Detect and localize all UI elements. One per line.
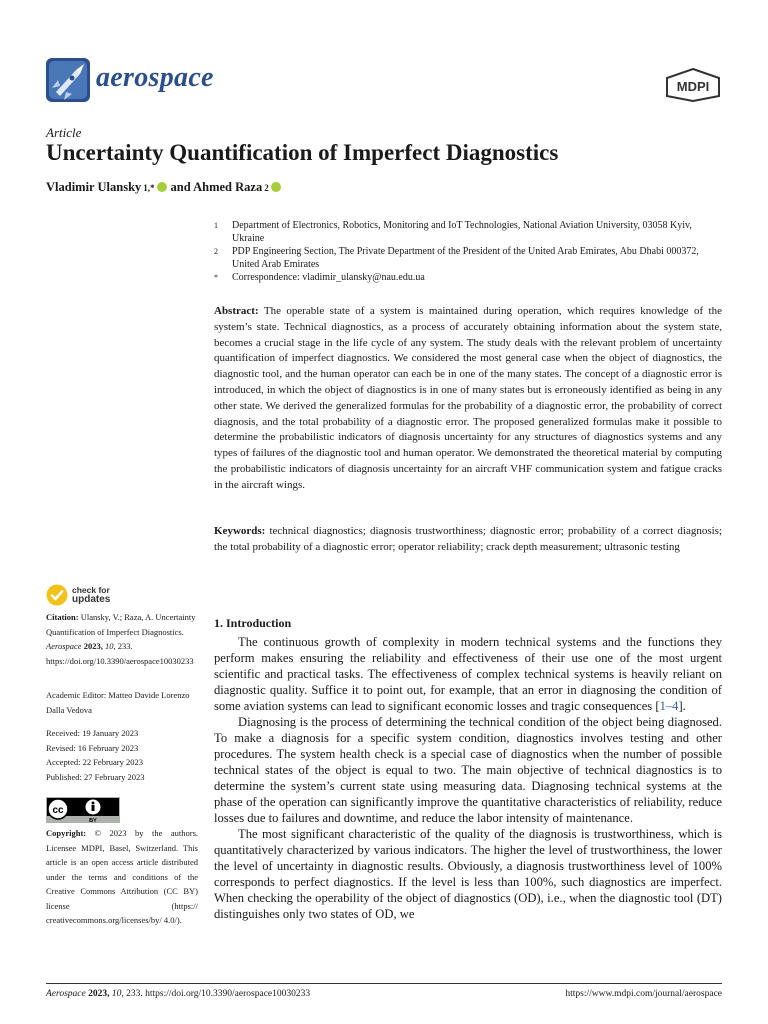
author-affiliation-marker: 1,* [143,182,155,193]
affiliation-item [214,246,724,271]
copyright-text: © 2023 by the authors. Licensee MDPI, Basel, Switzerland. This article is an open access article distributed under the terms and conditions of the Creative Commons Attribution (CC BY) license (https:// creativecommons.org/licenses/by/ 4.0/). [46,828,199,925]
copyright-notice [46,826,198,928]
paragraph: Diagnosing is the process of determining the technical condition of the object being diagnosed. To make a diagnosis for a specific system condition, diagnostics involves testing and other procedures. The system health check is a special case of diagnostics when the number of possible technical states of the object is equal to two. The main objective of technical diagnostics is to determine the system’s current state using measuring data. Diagnosing technical systems at the phase of the operation can significantly improve the quantitative characteristics of reliability, reduce losses due to failures and downtime, and reduce the labor intensity of maintenance. [214,715,722,825]
footer-journal-url[interactable]: https://www.mdpi.com/journal/aerospace [565,989,722,999]
affiliation-text: Department of Electronics, Robotics, Monitoring and IoT Technologies, National Aviation University, 03058 Kyiv, Ukraine [232,220,692,244]
check-updates-line1: check for [72,585,110,595]
date-published: Published: 27 February 2023 [46,771,145,782]
author-affiliation-marker: 2 [264,182,269,193]
affiliation-number: 1 [214,221,218,230]
journal-logo-icon [46,58,90,102]
paragraph-text: ]. [678,699,686,713]
section-heading-introduction: 1. Introduction [214,616,292,630]
affiliation-number: * [214,273,218,282]
keywords-text: technical diagnostics; diagnosis trustworthiness; diagnostic error; probability of a correct diagnosis; the total probability of a diagnostic error; operator reliability; crack depth measurement; ultrasonic testing [214,525,722,553]
footer-year: 2023, [88,989,110,999]
citation-doi[interactable]: 233. https://doi.org/10.3390/aerospace10030233 [46,641,194,666]
check-updates-line2: updates [72,594,111,605]
introduction-body [214,634,722,922]
keywords-label: Keywords: [214,525,266,537]
date-accepted: Accepted: 22 February 2023 [46,757,144,767]
check-for-updates-button[interactable] [46,584,110,606]
correspondence [214,272,724,285]
svg-text:cc: cc [52,805,64,816]
citation-volume: 10, [104,641,116,651]
mdpi-logo-icon [664,68,722,102]
publication-dates [46,726,198,784]
citation-year: 2023, [83,641,103,651]
footer-divider [46,983,722,984]
footer-volume: 10, [111,989,124,999]
affiliations [214,220,724,286]
correspondence-text: Correspondence: vladimir_ulansky@nau.edu.ua [232,272,425,283]
affiliation-item [214,220,724,245]
footer-journal: Aerospace [46,989,86,999]
paragraph [214,634,722,714]
cc-by-license-icon[interactable] [46,797,120,823]
citation-text: Ulansky, V.; Raza, A. Uncertainty Quantification of Imperfect Diagnostics. [46,612,196,637]
journal-name: aerospace [96,62,214,93]
citation [46,610,198,668]
author-name: and Ahmed Raza [170,180,263,194]
check-updates-icon [46,584,68,606]
abstract-text: The operable state of a system is maintained during operation, which requires knowledge of the system’s state. Technical diagnostics, as a process of accurately obtaining information about the system state, becomes a crucial stage in the life cycle of any system. The study deals with the relevant problem of uncertainty quantification of imperfect diagnostics. We considered the most general case when the object of diagnostics, the diagnostic tool, and the human operator can each be in one of the many states. The concept of a diagnostic error is introduced, in which the object of diagnostics is in one of many states but is erroneously identified as being in any other state. We derived the generalized formulas for the probability of a diagnostic error, the probability of correct diagnosis, and the total probability of a diagnostic error. The proposed generalized formulas make it possible to determine the probabilistic indicators of diagnosis uncertainty for any structures of diagnostics systems and any types of failures of the diagnostic tool and human operator. We demonstrated the theoretical material by computing the probabilistic indicators of diagnosis uncertainty for an aircraft VHF communication system and fatigue cracks in the aircraft wings. [214,305,722,491]
mdpi-logo-text: MDPI [676,79,710,94]
copyright-label: Copyright: [46,828,87,838]
author-name: Vladimir Ulansky [46,180,142,194]
abstract [214,304,722,494]
article-type: Article [46,125,82,140]
citation-journal: Aerospace [46,641,82,651]
footer-citation [46,989,310,999]
date-received: Received: 19 January 2023 [46,728,139,738]
keywords [214,524,722,556]
date-revised: Revised: 16 February 2023 [46,742,139,753]
orcid-icon[interactable] [157,182,167,192]
paragraph-text: The continuous growth of complexity in modern technical systems and the functions they perform makes ensuring the reliability and effectiveness of their use one of the most urgent scientific and practical tasks. The effectiveness of complex technical systems is heavily reliant on diagnostic quality. Suffice it to point out, for example, that an error in diagnosing the condition of some aviation systems can lead to significant economic losses and tragic consequences [ [214,635,722,713]
orcid-icon[interactable] [271,182,281,192]
abstract-label: Abstract: [214,305,259,317]
academic-editor: Academic Editor: Matteo Davide Lorenzo Dalla Vedova [46,690,190,715]
affiliation-text: PDP Engineering Section, The Private Department of the President of the United Arab Emirates, Abu Dhabi 000372, United Arab Emirates [232,246,699,270]
citation-link[interactable]: 1–4 [659,699,679,713]
paper-title: Uncertainty Quantification of Imperfect Diagnostics [46,140,559,165]
paragraph: The most significant characteristic of the quality of the diagnosis is trustworthiness, which is quantitatively characterized by various indicators. The higher the level of trustworthiness, the lower the level of uncertainty in diagnostic results. Obviously, a diagnosis trustworthiness level of 100% corresponds to perfect diagnostics. If the level is less than 100%, such diagnostics are imperfect. When checking the operability of the object of diagnostics (OD), i.e., when the diagnostic tool (DT) distinguishes only two states of OD, we [214,827,722,921]
citation-label: Citation: [46,612,79,622]
cc-label: BY [89,818,97,823]
footer-doi[interactable]: 233. https://doi.org/10.3390/aerospace10030233 [126,989,311,999]
affiliation-number: 2 [214,247,218,256]
author-list [46,180,285,195]
